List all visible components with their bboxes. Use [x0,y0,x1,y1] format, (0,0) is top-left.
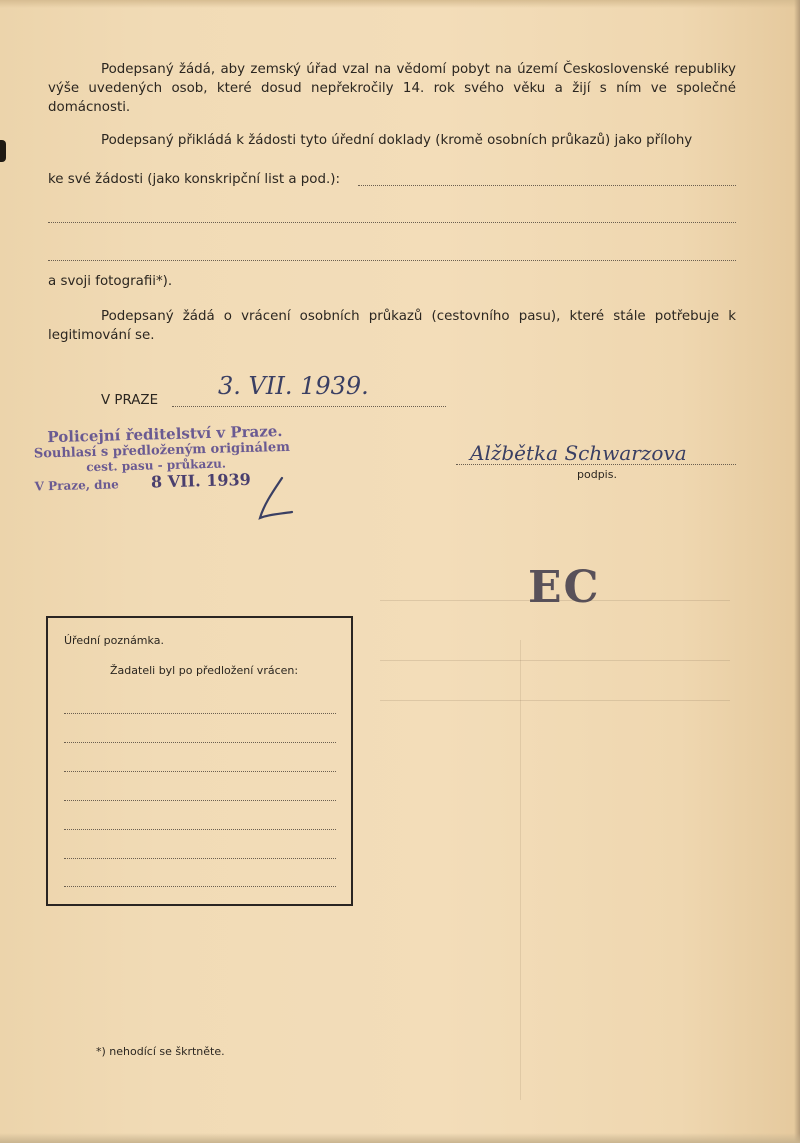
stamp-line-2: Souhlasí s předloženým originálem [33,439,291,462]
official-note-subtitle: Žadateli byl po předložení vrácen: [110,664,299,677]
official-note-title: Úřední poznámka. [64,634,164,647]
place-label: V PRAZE [101,393,159,408]
paper-edge-right [794,0,800,1143]
date-fill-line [172,406,446,407]
stamp-line-3: cest. pasu - průkazu. [86,456,227,475]
paragraph-return-documents: Podepsaný žádá o vrácení osobních průkazů (cestovního pasu), které stále potřebuje k legitimování se. [48,309,736,343]
attachments-fill-line-3 [48,260,736,261]
official-note-box [46,616,353,906]
stamp-line-1: Policejní ředitelství v Praze. [47,422,283,447]
paragraph-attachments-line2: ke své žádosti (jako konskripční list a pod.): [48,172,340,187]
attachments-fill-line-1 [358,185,736,186]
ec-stamp-mark: EC [528,562,601,613]
note-fill-line [64,829,336,830]
photo-line: a svoji fotografii*). [48,274,173,289]
note-fill-line [64,713,336,714]
handwritten-date: 3. VII. 1939. [218,372,369,400]
note-fill-line [64,858,336,859]
paper-edge-bottom [0,1133,800,1143]
binding-hole [0,140,6,162]
bleed-through-line [380,700,730,701]
bleed-through-line [520,640,522,1100]
attachments-fill-line-2 [48,222,736,223]
note-fill-line [64,800,336,801]
signature-fill-line [456,464,736,465]
signature-label: podpis. [577,468,617,481]
bleed-through-line [380,660,730,661]
paper-edge-top [0,0,800,8]
paragraph-stay-notice: Podepsaný žádá, aby zemský úřad vzal na vědomí pobyt na území Československé republiky výše uvedených osob, které dosud nepřekročily 14. rok svého věku a žijí s ním ve společné domácnosti. [48,62,736,115]
note-fill-line [64,886,336,887]
stamp-date: 8 VII. 1939 [150,469,251,492]
handwritten-initial-mark [252,474,298,524]
note-fill-line [64,742,336,743]
footnote: *) nehodící se škrtněte. [96,1045,225,1058]
handwritten-signature: Alžbětka Schwarzova [470,441,687,465]
stamp-date-prefix: V Praze, dne [34,477,120,494]
note-fill-line [64,771,336,772]
paragraph-attachments-line1: Podepsaný přikládá k žádosti tyto úřední doklady (kromě osobních průkazů) jako přílohy [101,133,693,148]
